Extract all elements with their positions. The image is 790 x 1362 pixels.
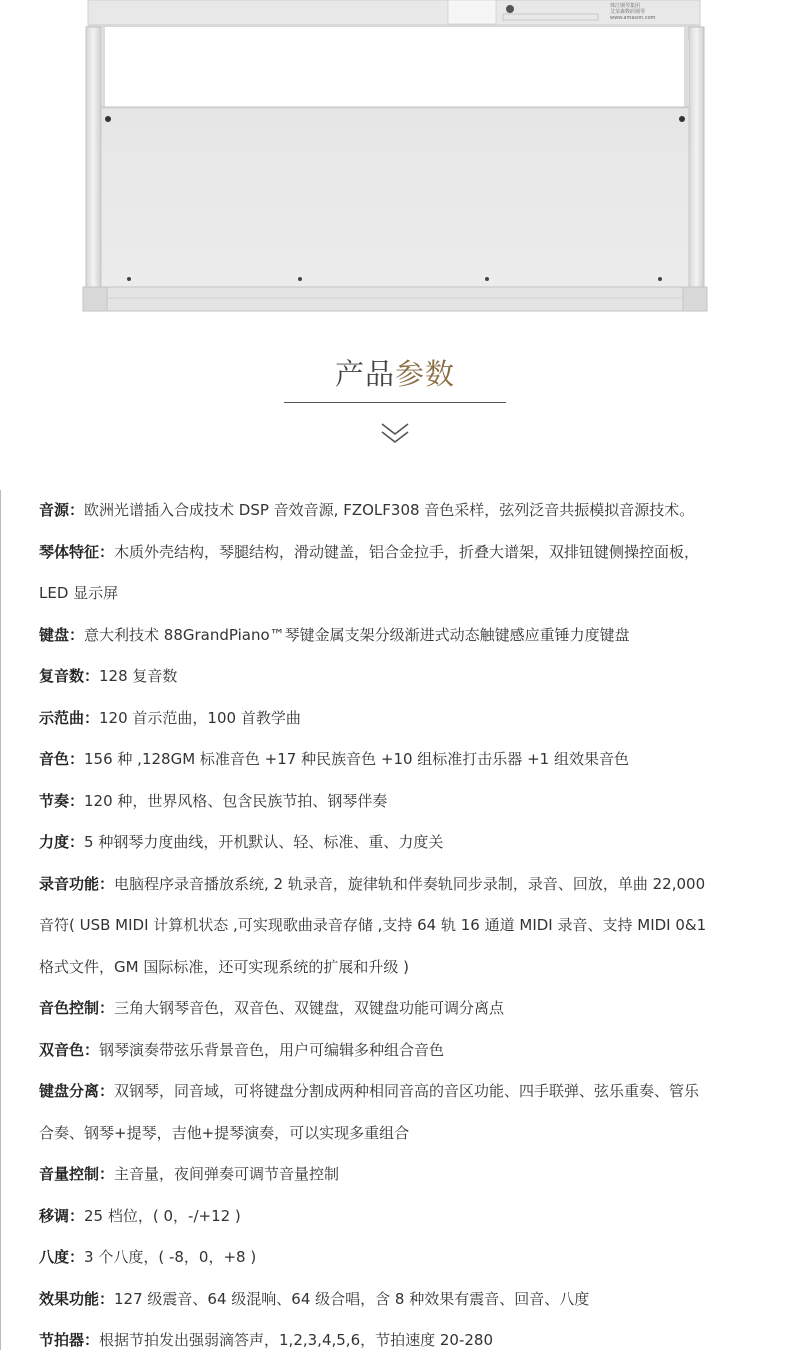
spec-value: 主音量，夜间弹奏可调节音量控制 [114,1165,340,1183]
spec-key: 键盘： [39,625,85,644]
title-divider [284,402,506,403]
spec-key: 八度： [39,1248,85,1266]
section-title [0,352,790,393]
section-title-part2: 参数 [395,357,456,391]
spec-key: 键盘分离： [39,1082,115,1100]
spec-key: 示范曲： [39,708,100,727]
spec-key: 复音数： [39,667,100,685]
spec-row [39,1071,755,1113]
spec-key: 移调： [39,1206,85,1225]
spec-value: 5 种钢琴力度曲线，开机默认、轻、标准、重、力度关 [84,833,444,851]
spec-value: 25 档位，( 0，-/+12 ) [84,1206,241,1225]
spec-key: 效果功能： [39,1289,115,1308]
spec-row [39,947,755,989]
spec-value: 127 级震音、64 级混响、64 级合唱，含 8 种效果有震音、回音、八度 [114,1289,590,1308]
spec-row [39,822,755,864]
spec-row [39,739,755,781]
spec-row [39,781,755,823]
section-title-part1: 产品 [334,357,395,391]
spec-row [39,1320,755,1362]
spec-value: 120 种，世界风格、包含民族节拍、钢琴伴奏 [84,791,388,810]
spec-row [39,532,755,574]
spec-value: 3 个八度，( -8，0，+8 ) [84,1248,257,1266]
piano-product-image [0,0,790,320]
spec-key: 双音色： [39,1040,100,1059]
spec-value: 156 种 ,128GM 标准音色 +17 种民族音色 +10 组标准打击乐器 +1 组效果音色 [84,750,629,768]
spec-row [39,573,755,615]
spec-row [39,988,755,1030]
spec-row [39,905,755,947]
spec-row [39,615,755,657]
spec-value: 格式文件，GM 国际标准，还可实现系统的扩展和升级 ) [39,957,409,976]
spec-value: 意大利技术 88GrandPiano™琴键金属支架分级渐进式动态触键感应重锤力度键盘 [84,625,630,644]
spec-value: 音符( USB MIDI 计算机状态 ,可实现歌曲录音存储 ,支持 64 轨 16 通道 MIDI 录音、支持 MIDI 0&1 [39,916,707,934]
spec-row [39,1030,755,1072]
spec-value: 合奏、钢琴+提琴，吉他+提琴演奏，可以实现多重组合 [39,1123,410,1142]
spec-key: 节拍器： [39,1331,100,1349]
spec-value: 欧洲光谱插入合成技术 DSP 音效音源, FZOLF308 音色采样，弦列泛音共振模拟音源技术。 [84,501,695,519]
spec-value: 电脑程序录音播放系统, 2 轨录音，旋律轨和伴奏轨同步录制，录音、回放，单曲 22,000 [114,874,706,893]
spec-value: LED 显示屏 [39,584,119,602]
spec-key: 音源： [39,501,85,519]
double-chevron-down-icon [379,420,411,448]
spec-value: 木质外壳结构，琴腿结构，滑动键盖，铝合金拉手，折叠大谱架，双排钮键侧操控面板， [114,542,700,561]
spec-row [39,1196,755,1238]
spec-row [39,1237,755,1279]
spec-row [39,698,755,740]
spec-value: 120 首示范曲，100 首教学曲 [99,708,301,727]
spec-value: 128 复音数 [99,667,178,685]
spec-key: 琴体特征： [39,542,115,561]
spec-key: 音色： [39,750,85,768]
spec-key: 音量控制： [39,1165,115,1183]
spec-row [39,1154,755,1196]
piano-label-line1: 珠江钢琴集团 [610,3,641,9]
spec-row [39,1113,755,1155]
spec-row [39,656,755,698]
spec-value: 钢琴演奏带弦乐背景音色，用户可编辑多种组合音色 [99,1040,445,1059]
spec-key: 节奏： [39,791,85,810]
spec-row [39,490,755,532]
spec-key: 力度： [39,833,85,851]
spec-row [39,864,755,906]
spec-list [0,490,790,1350]
piano-label-line3: www.amason.com [610,15,656,21]
spec-key: 录音功能： [39,874,115,893]
spec-value: 双钢琴，同音域，可将键盘分割成两种相同音高的音区功能、四手联弹、弦乐重奏、管乐 [114,1082,700,1100]
spec-value: 根据节拍发出强弱滴答声，1,2,3,4,5,6，节拍速度 20-280 [99,1331,494,1349]
piano-label-line2: 艾茉森数码钢琴 [610,9,646,15]
spec-key: 音色控制： [39,999,115,1017]
spec-row [39,1279,755,1321]
spec-value: 三角大钢琴音色，双音色、双键盘，双键盘功能可调分离点 [114,999,505,1017]
